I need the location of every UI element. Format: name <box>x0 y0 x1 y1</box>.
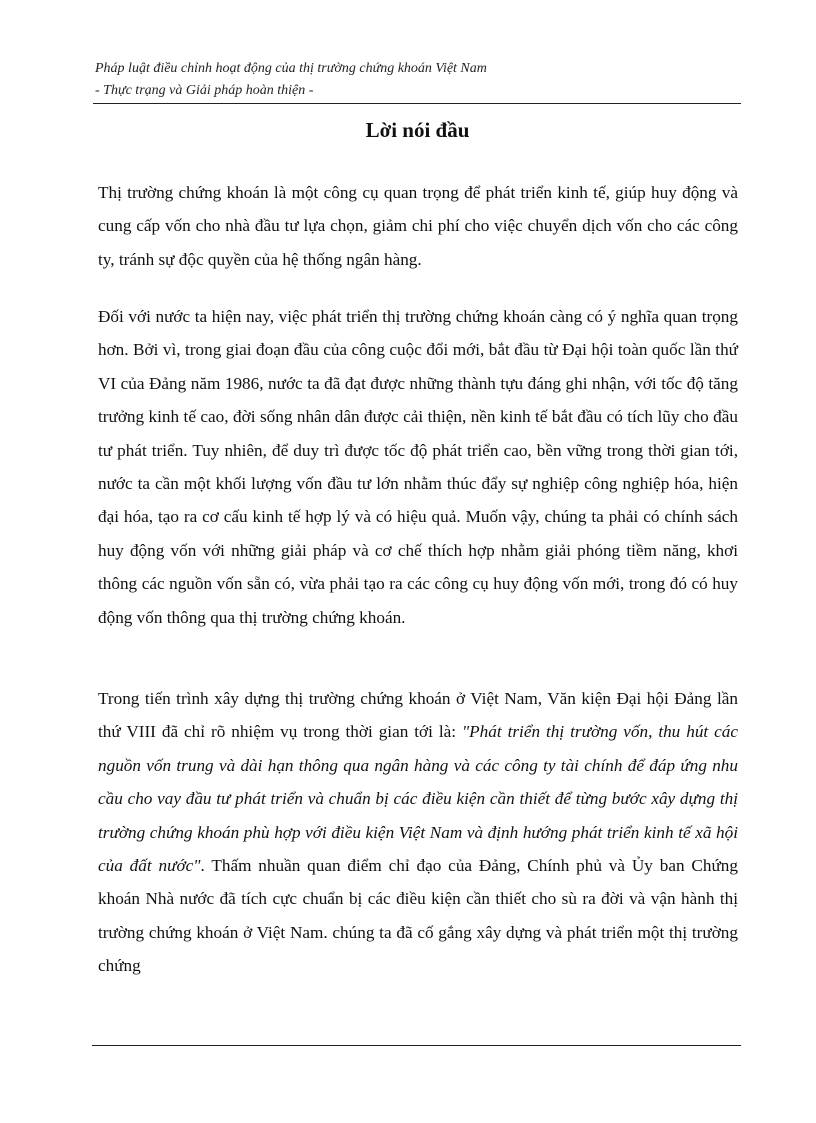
page-title: Lời nói đầu <box>365 118 470 142</box>
paragraph-3-rest: . Thấm nhuần quan điểm chỉ đạo của Đảng, Chính phủ và Ủy ban Chứng khoán Nhà nước đã tích cực chuẩn bị các điều kiện cần thiết cho sù ra đời và vận hành thị trường chứng khoán ở Việt Nam. chúng ta đã cố gắng xây dựng và phát triển một thị trường chứng <box>98 856 738 976</box>
paragraph-3 <box>98 682 738 983</box>
paragraph-1: Thị trường chứng khoán là một công cụ quan trọng để phát triển kinh tế, giúp huy động và cung cấp vốn cho nhà đầu tư lựa chọn, giảm chi phí cho việc chuyển dịch vốn cho các công ty, tránh sự độc quyền của hệ thống ngân hàng. <box>98 183 738 269</box>
header-title-line: Pháp luật điều chỉnh hoạt động của thị trường chứng khoán Việt Nam <box>95 61 487 76</box>
paragraph-2: Đối với nước ta hiện nay, việc phát triển thị trường chứng khoán càng có ý nghĩa quan trọng hơn. Bởi vì, trong giai đoạn đầu của công cuộc đổi mới, bắt đầu từ Đại hội toàn quốc lần thứ VI của Đảng năm 1986, nước ta đã đạt được những thành tựu đáng ghi nhận, với tốc độ tăng trưởng kinh tế cao, đời sống nhân dân được cải thiện, nền kinh tế bắt đầu có tích lũy cho đầu tư phát triển. Tuy nhiên, để duy trì được tốc độ phát triển cao, bền vững trong thời gian tới, nước ta cần một khối lượng vốn đầu tư lớn nhằm thúc đẩy sự nghiệp công nghiệp hóa, hiện đại hóa, tạo ra cơ cấu kinh tế hợp lý và có hiệu quả. Muốn vậy, chúng ta phải có chính sách huy động vốn với những giải pháp và cơ chế thích hợp nhằm giải phóng tiềm năng, khơi thông các nguồn vốn sẵn có, vừa phải tạo ra các công cụ huy động vốn mới, trong đó có huy động vốn thông qua thị trường chứng khoán. <box>98 307 738 627</box>
header-divider <box>93 103 741 104</box>
running-header <box>95 58 740 102</box>
header-subtitle-line: - Thực trạng và Giải pháp hoàn thiện - <box>95 83 314 98</box>
paragraph-3-intro: Trong tiến trình xây dựng thị trường chứng khoán ở Việt Nam, Văn kiện Đại hội Đảng lần thứ VIII đã chỉ rõ nhiệm vụ trong thời gian tới là: <box>98 689 738 742</box>
footer-divider <box>92 1045 741 1046</box>
party-document-quote: "Phát triển thị trường vốn, thu hút các nguồn vốn trung và dài hạn thông qua ngân hàng và các công ty tài chính để đáp ứng nhu cầu cho vay đầu tư phát triển và chuẩn bị các điều kiện cần thiết để từng bước xây dựng thị trường chứng khoán phù hợp với điều kiện Việt Nam và định hướng phát triển kinh tế xã hội của đất nước" <box>98 722 738 876</box>
